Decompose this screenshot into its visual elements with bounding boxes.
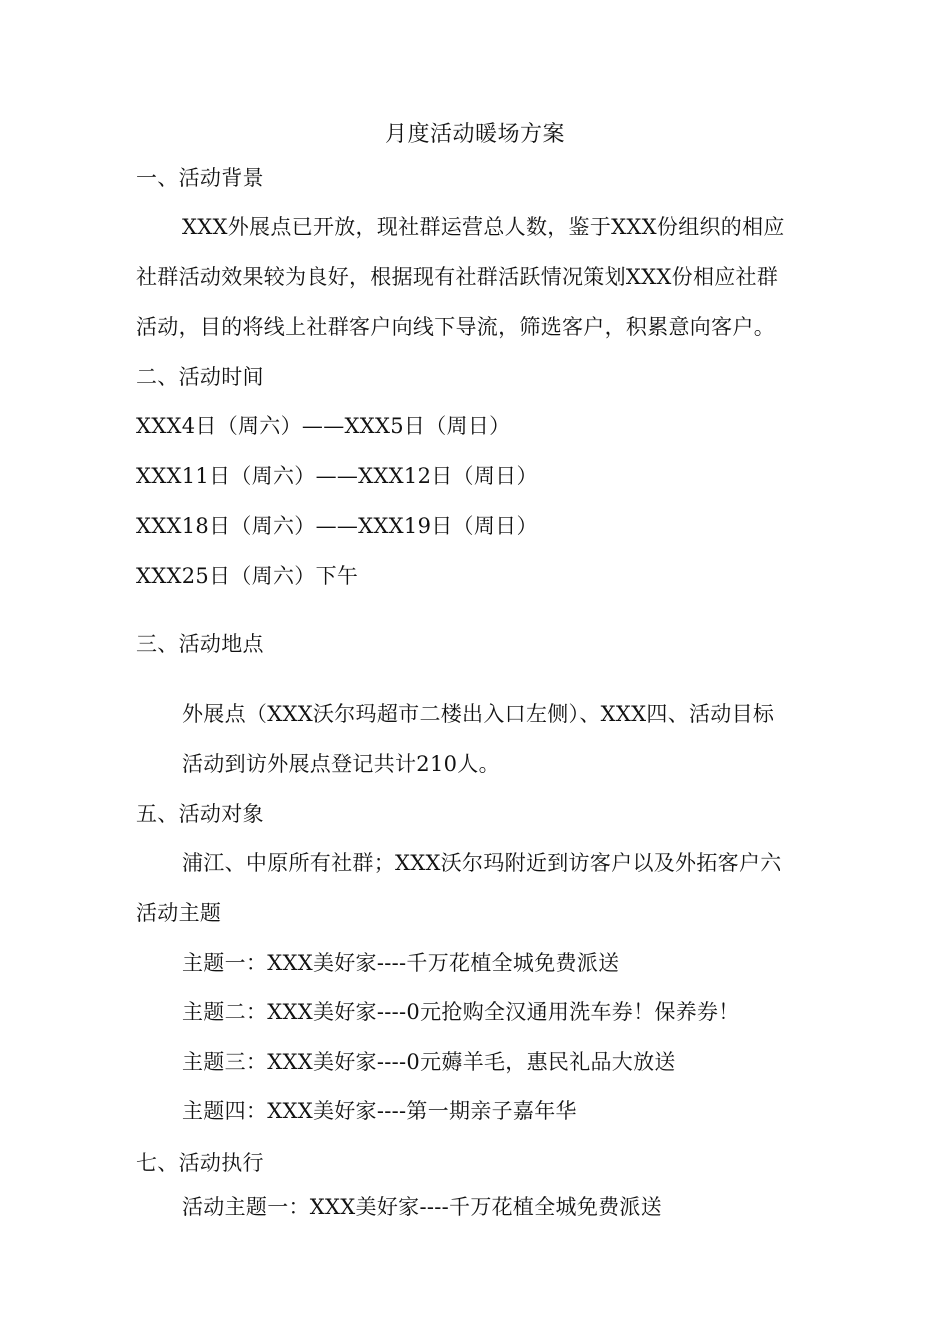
theme-line-3: 主题三：XXX美好家----0元薅羊毛，惠民礼品大放送 — [182, 1050, 676, 1074]
heading-theme: 活动主题 — [136, 901, 222, 925]
heading-execution: 七、活动执行 — [136, 1151, 264, 1175]
theme-line-1: 主题一：XXX美好家----千万花植全城免费派送 — [182, 951, 620, 975]
goal-line: 活动到访外展点登记共计210人。 — [182, 752, 500, 776]
heading-background: 一、活动背景 — [136, 166, 264, 190]
location-line: 外展点（XXX沃尔玛超市二楼出入口左侧）、XXX四、活动目标 — [182, 702, 775, 726]
heading-location: 三、活动地点 — [136, 632, 264, 656]
heading-time: 二、活动时间 — [136, 365, 264, 389]
background-paragraph-line-3: 活动，目的将线上社群客户向线下导流，筛选客户，积累意向客户。 — [136, 315, 775, 339]
audience-line: 浦江、中原所有社群；XXX沃尔玛附近到访客户以及外拓客户六 — [182, 851, 782, 875]
time-line-4: XXX25日（周六）下午 — [136, 564, 359, 588]
time-line-2: XXX11日（周六）——XXX12日（周日） — [136, 464, 538, 488]
theme-line-4: 主题四：XXX美好家----第一期亲子嘉年华 — [182, 1099, 577, 1123]
theme-line-2: 主题二：XXX美好家----0元抢购全汉通用洗车券！保养券！ — [182, 1000, 740, 1024]
document-title: 月度活动暖场方案 — [384, 122, 565, 147]
heading-audience: 五、活动对象 — [136, 802, 264, 826]
time-line-3: XXX18日（周六）——XXX19日（周日） — [136, 514, 538, 538]
background-paragraph-line-2: 社群活动效果较为良好，根据现有社群活跃情况策划XXX份相应社群 — [136, 265, 779, 289]
time-line-1: XXX4日（周六）——XXX5日（周日） — [136, 414, 511, 438]
background-paragraph-line-1: XXX外展点已开放，现社群运营总人数，鉴于XXX份组织的相应 — [182, 215, 785, 239]
execution-line-1: 活动主题一：XXX美好家----千万花植全城免费派送 — [182, 1195, 663, 1219]
